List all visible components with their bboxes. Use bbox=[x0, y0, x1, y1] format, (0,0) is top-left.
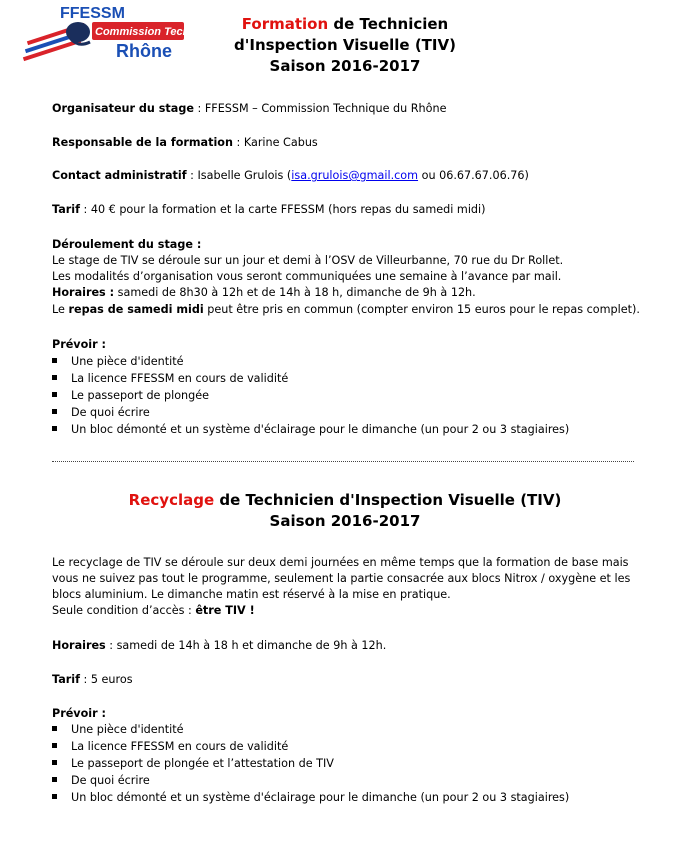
bullet-icon bbox=[52, 358, 57, 363]
list-item bbox=[52, 422, 569, 438]
list-item bbox=[52, 354, 184, 370]
recyclage-tarif-label: Tarif bbox=[52, 673, 80, 686]
deroulement-label: Déroulement du stage : bbox=[52, 238, 202, 251]
formation-title-red: Formation bbox=[241, 15, 329, 33]
list-item bbox=[52, 405, 150, 421]
list-item-text: Une pièce d'identité bbox=[71, 355, 184, 368]
condition-bold: être TIV ! bbox=[195, 604, 255, 617]
prevoir-label: Prévoir : bbox=[52, 338, 107, 351]
condition-pre: Seule condition d’accès : bbox=[52, 604, 196, 617]
repas-value: peut être pris en commun (compter environ 15 euros pour le repas complet). bbox=[203, 303, 640, 316]
list-item-text: Une pièce d'identité bbox=[71, 723, 184, 736]
bullet-icon bbox=[52, 794, 57, 799]
list-item bbox=[52, 722, 184, 738]
list-item bbox=[52, 739, 288, 755]
recyclage-tarif-value: : 5 euros bbox=[79, 673, 133, 686]
recyclage-prevoir-label: Prévoir : bbox=[52, 707, 107, 720]
list-item bbox=[52, 371, 288, 387]
organisateur-label: Organisateur du stage bbox=[52, 102, 194, 115]
list-item-text: Un bloc démonté et un système d'éclairage pour le dimanche (un pour 2 ou 3 stagiaires) bbox=[71, 791, 570, 804]
list-item-text: La licence FFESSM en cours de validité bbox=[71, 372, 289, 385]
bullet-icon bbox=[52, 426, 57, 431]
formation-title-line2: d'Inspection Visuelle (TIV) bbox=[234, 36, 456, 54]
organisateur-row bbox=[52, 101, 652, 117]
bullet-icon bbox=[52, 409, 57, 414]
list-item-text: Le passeport de plongée bbox=[71, 389, 210, 402]
recyclage-intro-line3: blocs aluminium. Le dimanche matin est réservé à la mise en pratique. bbox=[52, 588, 451, 601]
recyclage-tarif-row bbox=[52, 672, 652, 688]
list-item bbox=[52, 790, 569, 806]
formation-title-line3: Saison 2016-2017 bbox=[269, 57, 421, 75]
logo-region-text: Rhône bbox=[116, 41, 172, 61]
list-item bbox=[52, 773, 150, 789]
horaires-label: Horaires : bbox=[52, 286, 115, 299]
recyclage-horaires-row bbox=[52, 638, 652, 654]
repas-row bbox=[52, 302, 652, 318]
tarif-value: : 40 € pour la formation et la carte FFESSM (hors repas du samedi midi) bbox=[79, 203, 486, 216]
list-item-text: De quoi écrire bbox=[71, 774, 150, 787]
recyclage-intro-line2: vous ne suivez pas tout le programme, seulement la partie consacrée aux blocs Nitrox / oxygène et les bbox=[52, 572, 631, 585]
organisateur-value: : FFESSM – Commission Technique du Rhône bbox=[193, 102, 447, 115]
contact-pre: : Isabelle Grulois ( bbox=[186, 169, 292, 182]
horaires-row bbox=[52, 285, 652, 301]
bullet-icon bbox=[52, 726, 57, 731]
logo-sub-text: Commission Technique bbox=[95, 26, 219, 38]
recyclage-condition bbox=[52, 603, 652, 619]
responsable-row bbox=[52, 135, 652, 151]
formation-title-rest: de Technicien bbox=[328, 15, 449, 33]
bullet-icon bbox=[52, 777, 57, 782]
ffessm-logo bbox=[18, 2, 219, 64]
recyclage-title-rest: de Technicien d'Inspection Visuelle (TIV) bbox=[214, 491, 562, 509]
section-divider bbox=[52, 461, 634, 462]
list-item-text: Le passeport de plongée et l’attestation de TIV bbox=[71, 757, 334, 770]
list-item-text: La licence FFESSM en cours de validité bbox=[71, 740, 289, 753]
responsable-label: Responsable de la formation bbox=[52, 136, 233, 149]
responsable-value: : Karine Cabus bbox=[232, 136, 318, 149]
list-item-text: Un bloc démonté et un système d'éclairage pour le dimanche (un pour 2 ou 3 stagiaires) bbox=[71, 423, 570, 436]
bullet-icon bbox=[52, 392, 57, 397]
recyclage-horaires-value: : samedi de 14h à 18 h et dimanche de 9h à 12h. bbox=[105, 639, 387, 652]
tarif-row bbox=[52, 202, 652, 218]
list-item bbox=[52, 388, 209, 404]
formation-title bbox=[200, 14, 490, 77]
ffessm-logo-graphic bbox=[18, 2, 219, 64]
list-item bbox=[52, 756, 334, 772]
recyclage-intro-line1: Le recyclage de TIV se déroule sur deux demi journées en même temps que la formation de base mais bbox=[52, 556, 629, 569]
deroulement-line2: Les modalités d’organisation vous seront communiquées une semaine à l’avance par mail. bbox=[52, 270, 562, 283]
recyclage-title-red: Recyclage bbox=[128, 491, 215, 509]
contact-row bbox=[52, 168, 652, 184]
formation-title-line1 bbox=[200, 14, 490, 35]
contact-label: Contact administratif bbox=[52, 169, 187, 182]
contact-post: ou 06.67.67.06.76) bbox=[418, 169, 529, 182]
repas-label: repas de samedi midi bbox=[68, 303, 204, 316]
recyclage-horaires-label: Horaires bbox=[52, 639, 106, 652]
tarif-label: Tarif bbox=[52, 203, 80, 216]
list-item-text: De quoi écrire bbox=[71, 406, 150, 419]
deroulement-line1: Le stage de TIV se déroule sur un jour et demi à l’OSV de Villeurbanne, 70 rue du Dr Rollet. bbox=[52, 254, 564, 267]
contact-email-link[interactable]: isa.grulois@gmail.com bbox=[291, 169, 419, 182]
repas-pre: Le bbox=[52, 303, 69, 316]
bullet-icon bbox=[52, 743, 57, 748]
recyclage-title-line1 bbox=[110, 490, 580, 511]
recyclage-title bbox=[110, 490, 580, 532]
logo-top-text: FFESSM bbox=[60, 5, 125, 22]
bullet-icon bbox=[52, 375, 57, 380]
bullet-icon bbox=[52, 760, 57, 765]
horaires-value: samedi de 8h30 à 12h et de 14h à 18 h, dimanche de 9h à 12h. bbox=[114, 286, 476, 299]
recyclage-title-line2: Saison 2016-2017 bbox=[269, 512, 421, 530]
